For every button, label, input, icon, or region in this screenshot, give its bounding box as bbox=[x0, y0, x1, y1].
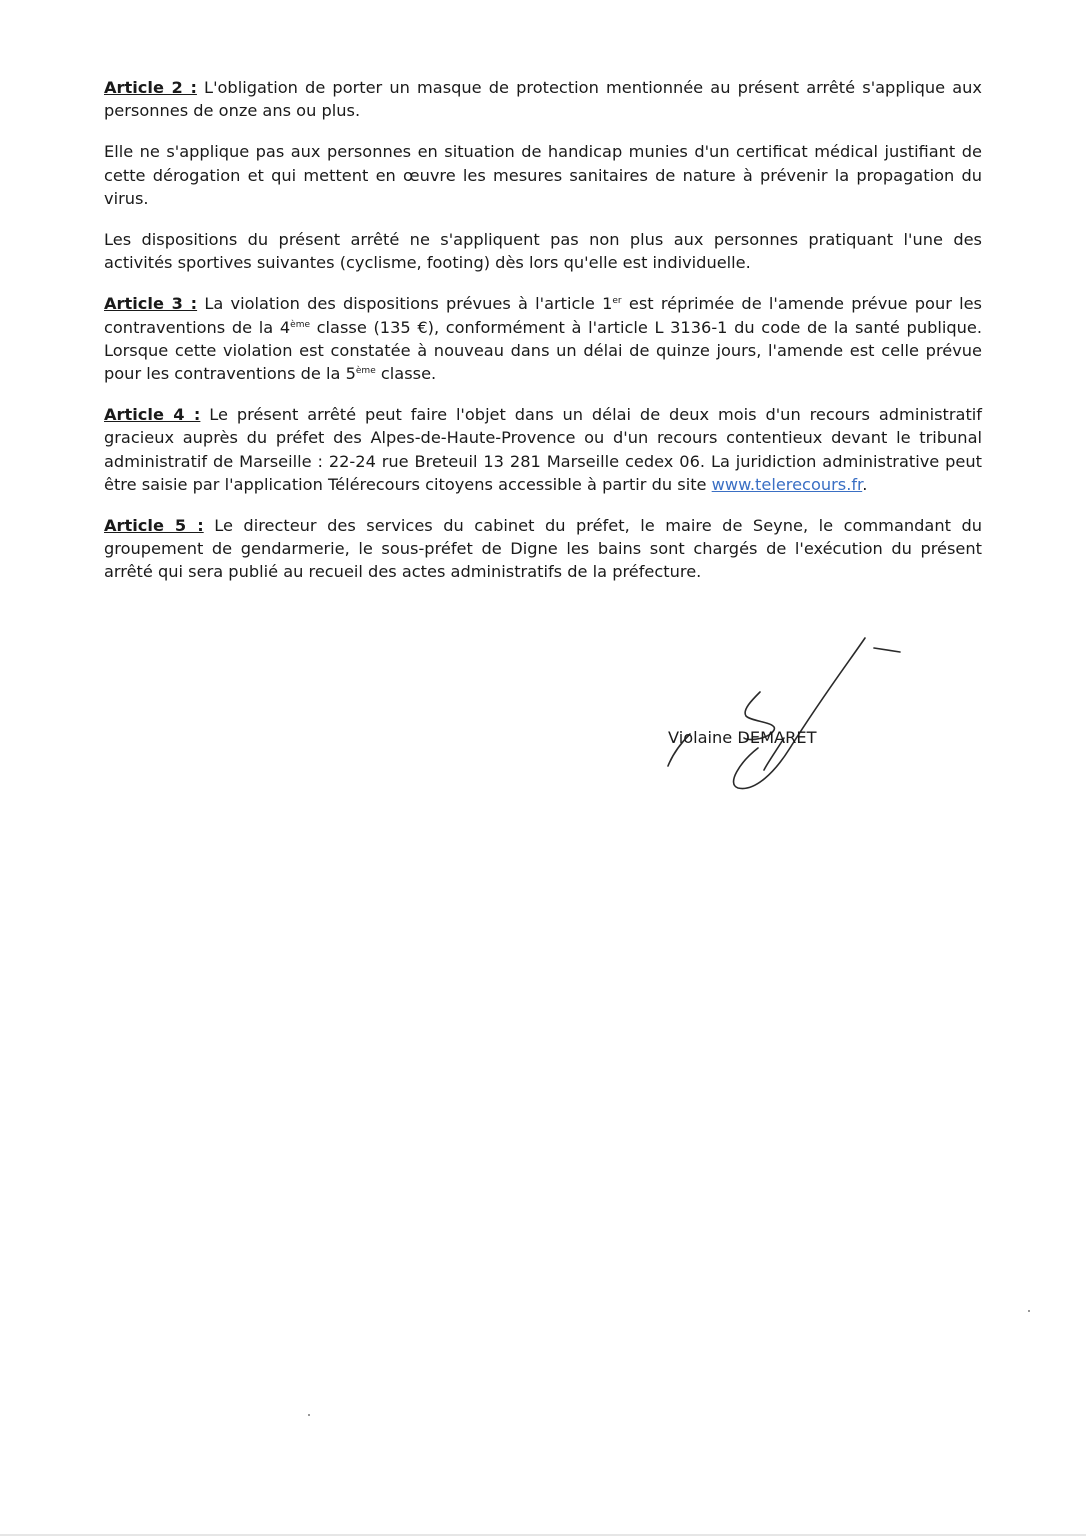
scan-speck bbox=[1028, 1310, 1030, 1312]
decree-body bbox=[104, 76, 982, 602]
article-4-label: Article 4 : bbox=[104, 405, 201, 425]
article-5-paragraph bbox=[104, 514, 982, 584]
article-4-end: . bbox=[862, 474, 868, 494]
article-2-sports-paragraph: Les dispositions du présent arrêté ne s'appliquent pas non plus aux personnes pratiquant l'une des activités sportives suivantes (cyclisme, footing) dès lors qu'elle est individuelle. bbox=[104, 230, 982, 273]
article-3-text-d: classe. bbox=[375, 364, 437, 384]
article-2-paragraph bbox=[104, 76, 982, 122]
telerecours-link[interactable]: www.telerecours.fr bbox=[711, 474, 863, 494]
article-3-sup-b: ème bbox=[290, 319, 310, 330]
article-3-text-b: est réprimée de l'amende prévue pour les contraventions de la 4 bbox=[104, 294, 982, 337]
signatory-name: Violaine DEMARET bbox=[668, 728, 817, 747]
handwritten-signature bbox=[660, 630, 920, 800]
article-2-label: Article 2 : bbox=[104, 78, 197, 97]
article-4-paragraph bbox=[104, 403, 982, 496]
article-5-label: Article 5 : bbox=[104, 516, 204, 536]
signature-block bbox=[660, 630, 920, 800]
article-3-paragraph bbox=[104, 292, 982, 385]
article-3-text-a: La violation des dispositions prévues à l'article 1 bbox=[197, 294, 613, 314]
article-3-sup-a: er bbox=[612, 296, 622, 307]
article-3-sup-c: ème bbox=[355, 366, 376, 377]
scan-speck bbox=[308, 1414, 310, 1416]
article-3-label: Article 3 : bbox=[104, 294, 198, 314]
article-5-text: Le directeur des services du cabinet du préfet, le maire de Seyne, le commandant du groupement de gendarmerie, le sous-préfet de Digne les bains sont chargés de l'exécution du présent arrêté qui sera publié au recueil des actes administratifs de la préfecture. bbox=[104, 516, 982, 582]
article-2-exemption-paragraph: Elle ne s'applique pas aux personnes en situation de handicap munies d'un certificat médical justifiant de cette dérogation et qui mettent en œuvre les mesures sanitaires de nature à prévenir la propagation du virus. bbox=[104, 142, 982, 208]
article-3-text-c: classe (135 €), conformément à l'article L 3136-1 du code de la santé publique. Lorsque cette violation est constatée à nouveau dans un délai de quinze jours, l'amende est celle prévue pour les contraventions de la 5 bbox=[104, 317, 982, 384]
article-2-text: L'obligation de porter un masque de protection mentionnée au présent arrêté s'applique aux personnes de onze ans ou plus. bbox=[104, 78, 982, 121]
article-4-text: Le présent arrêté peut faire l'objet dans un délai de deux mois d'un recours administratif gracieux auprès du préfet des Alpes-de-Haute-Provence ou d'un recours contentieux devant le tribunal administratif de Marseille : 22-24 rue Breteuil 13 281 Marseille cedex 06. La juridiction administrative peut être saisie par l'application Télérecours citoyens accessible à partir du site bbox=[104, 405, 982, 494]
